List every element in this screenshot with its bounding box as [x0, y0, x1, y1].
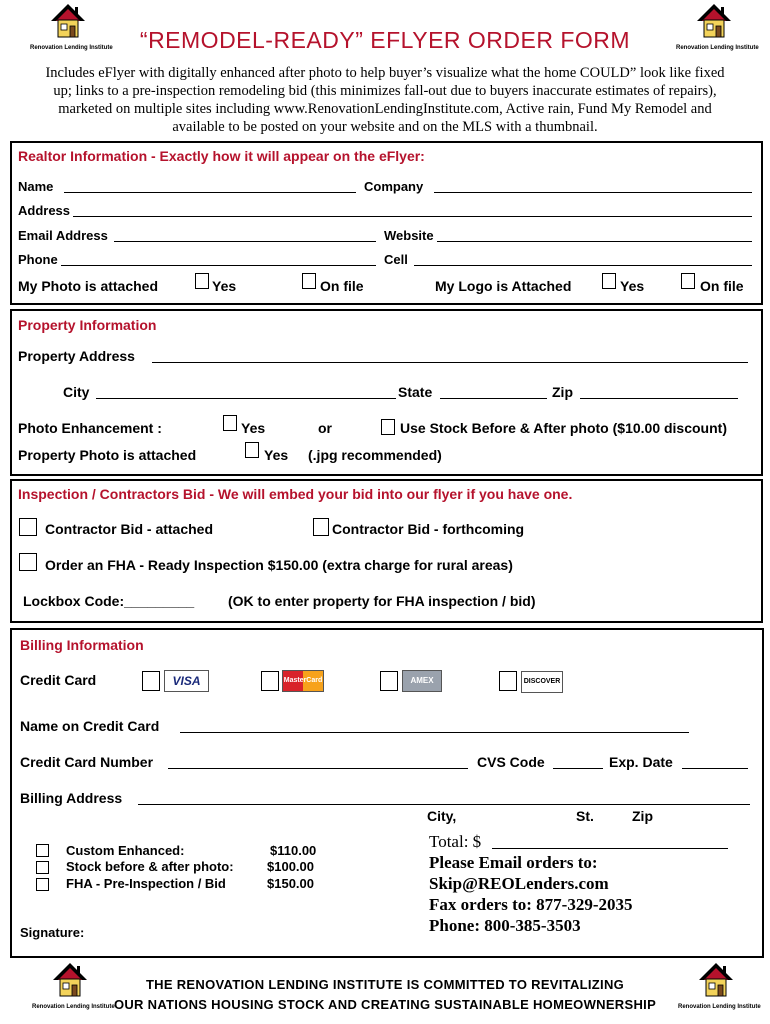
- cell-label: Cell: [384, 252, 408, 267]
- logo-yes-checkbox[interactable]: [602, 273, 616, 289]
- custom-enhanced-checkbox[interactable]: [36, 844, 49, 857]
- cvs-label: CVS Code: [477, 754, 545, 770]
- house-logo-icon: [694, 3, 734, 39]
- zip-field[interactable]: [580, 398, 738, 399]
- billing-st-label: St.: [576, 808, 594, 824]
- bid-forthcoming-checkbox[interactable]: [313, 518, 329, 536]
- discover-card-icon: DISCOVER: [521, 671, 563, 693]
- zip-label: Zip: [552, 384, 573, 400]
- phone-number: Phone: 800-385-3503: [429, 916, 581, 935]
- amex-card-icon: AMEX: [402, 670, 442, 692]
- billing-address-field[interactable]: [138, 804, 750, 805]
- house-logo-icon: [50, 962, 90, 998]
- fha-inspection-label: Order an FHA - Ready Inspection $150.00 (extra charge for rural areas): [45, 557, 513, 573]
- fha-inspection-checkbox[interactable]: [19, 553, 37, 571]
- jpg-note: (.jpg recommended): [308, 447, 442, 463]
- billing-zip-label: Zip: [632, 808, 653, 824]
- logo-text: Renovation Lending Institute: [678, 1004, 761, 1010]
- mastercard-card-icon: MasterCard: [282, 670, 324, 692]
- page-title: “REMODEL-READY” EFLYER ORDER FORM: [139, 27, 631, 53]
- logo-onfile-checkbox[interactable]: [681, 273, 695, 289]
- property-address-label: Property Address: [18, 348, 135, 364]
- logo-attached-label: My Logo is Attached: [435, 278, 572, 294]
- logo-top-left: [30, 3, 113, 51]
- stock-photo-label: Stock before & after photo:: [66, 859, 234, 874]
- lockbox-label[interactable]: Lockbox Code:_________: [23, 593, 195, 609]
- cvs-field[interactable]: [553, 768, 603, 769]
- website-label: Website: [384, 228, 434, 243]
- visa-checkbox[interactable]: [142, 671, 160, 691]
- photo-onfile-checkbox[interactable]: [302, 273, 316, 289]
- mastercard-checkbox[interactable]: [261, 671, 279, 691]
- house-logo-icon: [696, 962, 736, 998]
- intro-line: up; links to a pre-inspection remodeling bid (this minimizes fall-out due to buyers inaccurate estimates of repairs),: [53, 83, 717, 99]
- billing-heading: Billing Information: [20, 637, 144, 653]
- email-label: Email Address: [18, 228, 108, 243]
- state-field[interactable]: [440, 398, 547, 399]
- stock-photo-checkbox[interactable]: [36, 861, 49, 874]
- state-label: State: [398, 384, 433, 400]
- email-field[interactable]: [114, 241, 376, 242]
- property-address-field[interactable]: [152, 362, 748, 363]
- logo-text: Renovation Lending Institute: [676, 45, 759, 51]
- bid-forthcoming-label: Contractor Bid - forthcoming: [332, 521, 525, 537]
- email-orders-label: Please Email orders to:: [429, 853, 598, 872]
- company-label: Company: [364, 179, 424, 194]
- card-number-field[interactable]: [168, 768, 468, 769]
- enhancement-yes-checkbox[interactable]: [223, 415, 237, 431]
- signature-label: Signature:: [20, 925, 85, 940]
- footer-line-2: OUR NATIONS HOUSING STOCK AND CREATING SUSTAINABLE HOMEOWNERSHIP: [113, 997, 657, 1012]
- fha-preinspection-checkbox[interactable]: [36, 878, 49, 891]
- logo-text: Renovation Lending Institute: [30, 45, 113, 51]
- visa-card-icon: VISA: [164, 670, 209, 692]
- discover-checkbox[interactable]: [499, 671, 517, 691]
- enhancement-label: Photo Enhancement :: [18, 420, 162, 436]
- company-field[interactable]: [434, 192, 752, 193]
- intro-line: Includes eFlyer with digitally enhanced after photo to help buyer’s visualize what the home COULD” look like fixed: [45, 65, 725, 81]
- logo-bottom-right: [678, 962, 761, 1010]
- footer-line-1: THE RENOVATION LENDING INSTITUTE IS COMMITTED TO REVITALIZING: [145, 977, 625, 992]
- name-on-card-field[interactable]: [180, 732, 689, 733]
- name-label: Name: [18, 179, 54, 194]
- use-stock-checkbox[interactable]: [381, 419, 395, 435]
- bid-attached-checkbox[interactable]: [19, 518, 37, 536]
- city-field[interactable]: [96, 398, 396, 399]
- intro-text: [20, 64, 750, 136]
- photo-onfile-label: On file: [320, 278, 364, 294]
- phone-label: Phone: [18, 252, 58, 267]
- logo-text: Renovation Lending Institute: [32, 1004, 115, 1010]
- bid-attached-label: Contractor Bid - attached: [45, 521, 214, 537]
- property-photo-yes-label: Yes: [264, 447, 289, 463]
- inspection-heading: Inspection / Contractors Bid - We will embed your bid into our flyer if you have one.: [18, 486, 573, 502]
- photo-yes-checkbox[interactable]: [195, 273, 209, 289]
- phone-field[interactable]: [61, 265, 376, 266]
- photo-yes-label: Yes: [212, 278, 237, 294]
- address-field[interactable]: [73, 216, 752, 217]
- house-logo-icon: [48, 3, 88, 39]
- billing-city-label: City,: [427, 808, 457, 824]
- property-photo-label: Property Photo is attached: [18, 447, 197, 463]
- logo-top-right: [676, 3, 759, 51]
- billing-address-label: Billing Address: [20, 790, 123, 806]
- address-label: Address: [18, 203, 71, 218]
- logo-onfile-label: On file: [700, 278, 744, 294]
- custom-enhanced-price: $110.00: [270, 843, 317, 858]
- property-photo-yes-checkbox[interactable]: [245, 442, 259, 458]
- exp-label: Exp. Date: [609, 754, 673, 770]
- realtor-heading: Realtor Information - Exactly how it will appear on the eFlyer:: [18, 148, 425, 164]
- fax-number: Fax orders to: 877-329-2035: [429, 895, 633, 914]
- exp-field[interactable]: [682, 768, 748, 769]
- total-label: Total: $: [429, 832, 482, 851]
- city-label: City: [63, 384, 90, 400]
- photo-attached-label: My Photo is attached: [18, 278, 159, 294]
- order-email[interactable]: Skip@REOLenders.com: [429, 874, 609, 893]
- enhancement-yes-label: Yes: [241, 420, 266, 436]
- property-heading: Property Information: [18, 317, 157, 333]
- use-stock-label: Use Stock Before & After photo ($10.00 discount): [400, 420, 727, 436]
- stock-photo-price: $100.00: [267, 859, 314, 874]
- or-label: or: [318, 420, 332, 436]
- name-field[interactable]: [64, 192, 356, 193]
- website-field[interactable]: [437, 241, 752, 242]
- total-field[interactable]: [492, 848, 728, 849]
- fha-preinspection-label: FHA - Pre-Inspection / Bid: [66, 876, 226, 891]
- credit-card-label: Credit Card: [20, 672, 97, 688]
- card-number-label: Credit Card Number: [20, 754, 154, 770]
- amex-checkbox[interactable]: [380, 671, 398, 691]
- intro-line: available to be posted on your website and on the MLS with a thumbnail.: [172, 119, 598, 135]
- name-on-card-label: Name on Credit Card: [20, 718, 160, 734]
- cell-field[interactable]: [414, 265, 752, 266]
- custom-enhanced-label: Custom Enhanced:: [66, 843, 185, 858]
- intro-line: marketed on multiple sites including www.RenovationLendingInstitute.com, Active rain, Fund My Remodel and: [58, 101, 712, 117]
- lockbox-note: (OK to enter property for FHA inspection / bid): [228, 593, 536, 609]
- fha-preinspection-price: $150.00: [267, 876, 314, 891]
- logo-yes-label: Yes: [620, 278, 645, 294]
